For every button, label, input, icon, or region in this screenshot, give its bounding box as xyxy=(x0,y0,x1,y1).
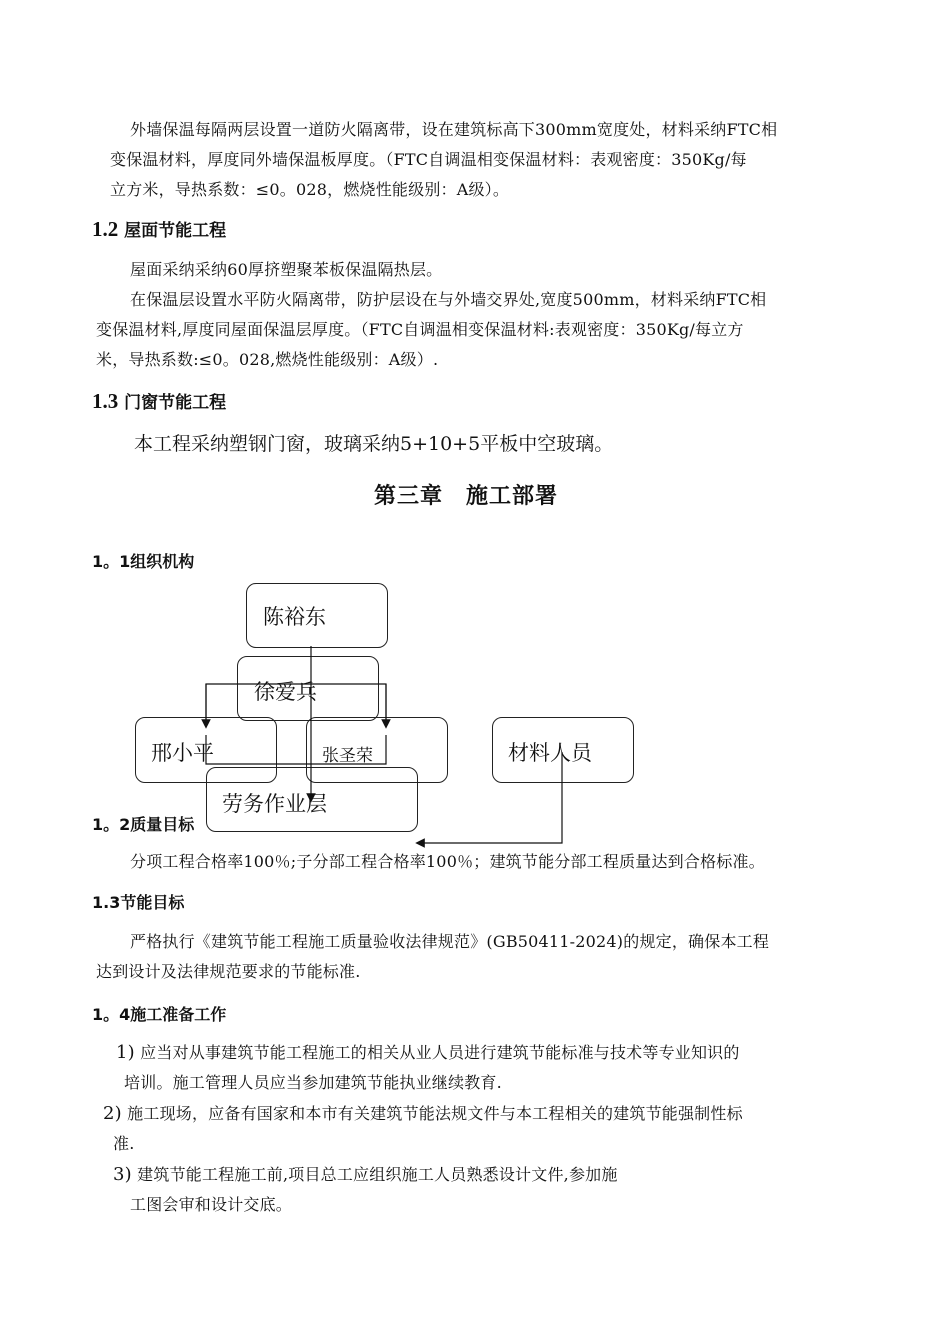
paragraph-line: 外墙保温每隔两层设置一道防火隔离带，设在建筑标高下300mm宽度处，材料采纳FTC相 xyxy=(130,120,778,139)
org-box-bottom xyxy=(206,767,418,832)
paragraph-line: 变保温材料，厚度同外墙保温板厚度。（FTC自调温相变保温材料：表观密度：350Kg/每 xyxy=(110,150,747,169)
prep-item xyxy=(116,1038,876,1098)
org-structure-heading: 1。1组织机构 xyxy=(92,552,195,571)
org-box-second xyxy=(237,656,379,721)
org-label-second: 徐爱兵 xyxy=(254,680,317,704)
prep-item-text: 应当对从事建筑节能工程施工的相关从业人员进行建筑节能标准与技术等专业知识的 xyxy=(140,1043,740,1062)
paragraph-line: 在保温层设置水平防火隔离带，防护层设在与外墙交界处,宽度500mm，材料采纳FTC相 xyxy=(130,290,767,309)
prep-item-number: 1) xyxy=(116,1042,135,1063)
section-heading-windows xyxy=(92,388,226,414)
prep-item-number: 3) xyxy=(113,1164,132,1185)
connector-left-bottom xyxy=(206,735,386,764)
section-number: 1.3 xyxy=(92,389,119,413)
wall-insulation-paragraph xyxy=(96,115,876,205)
paragraph-line: 变保温材料,厚度同屋面保温层厚度。（FTC自调温相变保温材料:表观密度：350Kg/每立方 xyxy=(96,320,744,339)
org-box-left xyxy=(135,717,277,783)
quality-heading: 1。2质量目标 xyxy=(92,815,195,834)
prep-item-number: 2) xyxy=(103,1103,122,1124)
org-label-bottom: 劳务作业层 xyxy=(222,792,327,816)
org-label-right: 材料人员 xyxy=(508,741,592,765)
org-label-middle: 张圣荣 xyxy=(322,746,373,766)
prep-item-text: 建筑节能工程施工前,项目总工应组织施工人员熟悉设计文件,参加施 xyxy=(137,1165,618,1184)
prep-item-text: 施工现场，应备有国家和本市有关建筑节能法规文件与本工程相关的建筑节能强制性标 xyxy=(127,1104,743,1123)
prep-item xyxy=(113,1160,873,1220)
org-box-middle xyxy=(306,717,448,783)
paragraph-line: 立方米，导热系数：≤0。028，燃烧性能级别：A级）。 xyxy=(110,180,510,199)
windows-paragraph: 本工程采纳塑钢门窗，玻璃采纳5+10+5平板中空玻璃。 xyxy=(134,433,614,455)
org-label-left: 邢小平 xyxy=(151,741,214,765)
roof-paragraph xyxy=(96,255,876,375)
section-title: 门窗节能工程 xyxy=(124,393,227,413)
energy-paragraph xyxy=(96,927,876,987)
paragraph-line: 米，导热系数:≤0。028,燃烧性能级别：A级）. xyxy=(96,350,439,369)
org-box-right xyxy=(492,717,634,783)
energy-heading: 1.3节能目标 xyxy=(92,893,185,912)
section-title: 屋面节能工程 xyxy=(124,221,227,241)
quality-paragraph: 分项工程合格率100％;子分部工程合格率100％；建筑节能分部工程质量达到合格标准。 xyxy=(130,852,765,871)
connector-right xyxy=(420,752,562,843)
paragraph-line: 屋面采纳采纳60厚挤塑聚苯板保温隔热层。 xyxy=(130,260,443,279)
section-number: 1.2 xyxy=(92,217,119,241)
paragraph-line: 达到设计及法律规范要求的节能标准. xyxy=(96,962,361,981)
paragraph-line: 严格执行《建筑节能工程施工质量验收法律规范》(GB50411-2024)的规定，确保本工程 xyxy=(130,932,770,951)
prep-item-text: 工图会审和设计交底。 xyxy=(130,1195,293,1214)
connector-split xyxy=(206,684,386,724)
prep-item xyxy=(103,1099,883,1159)
prep-item-text: 准. xyxy=(113,1134,135,1153)
prep-heading: 1。4施工准备工作 xyxy=(92,1005,227,1024)
section-heading-roof xyxy=(92,216,226,242)
org-label-top: 陈裕东 xyxy=(263,605,326,629)
prep-item-text: 培训。施工管理人员应当参加建筑节能执业继续教育. xyxy=(124,1073,502,1092)
org-box-top xyxy=(246,583,388,648)
chapter-title: 第三章 施工部署 xyxy=(374,484,559,509)
